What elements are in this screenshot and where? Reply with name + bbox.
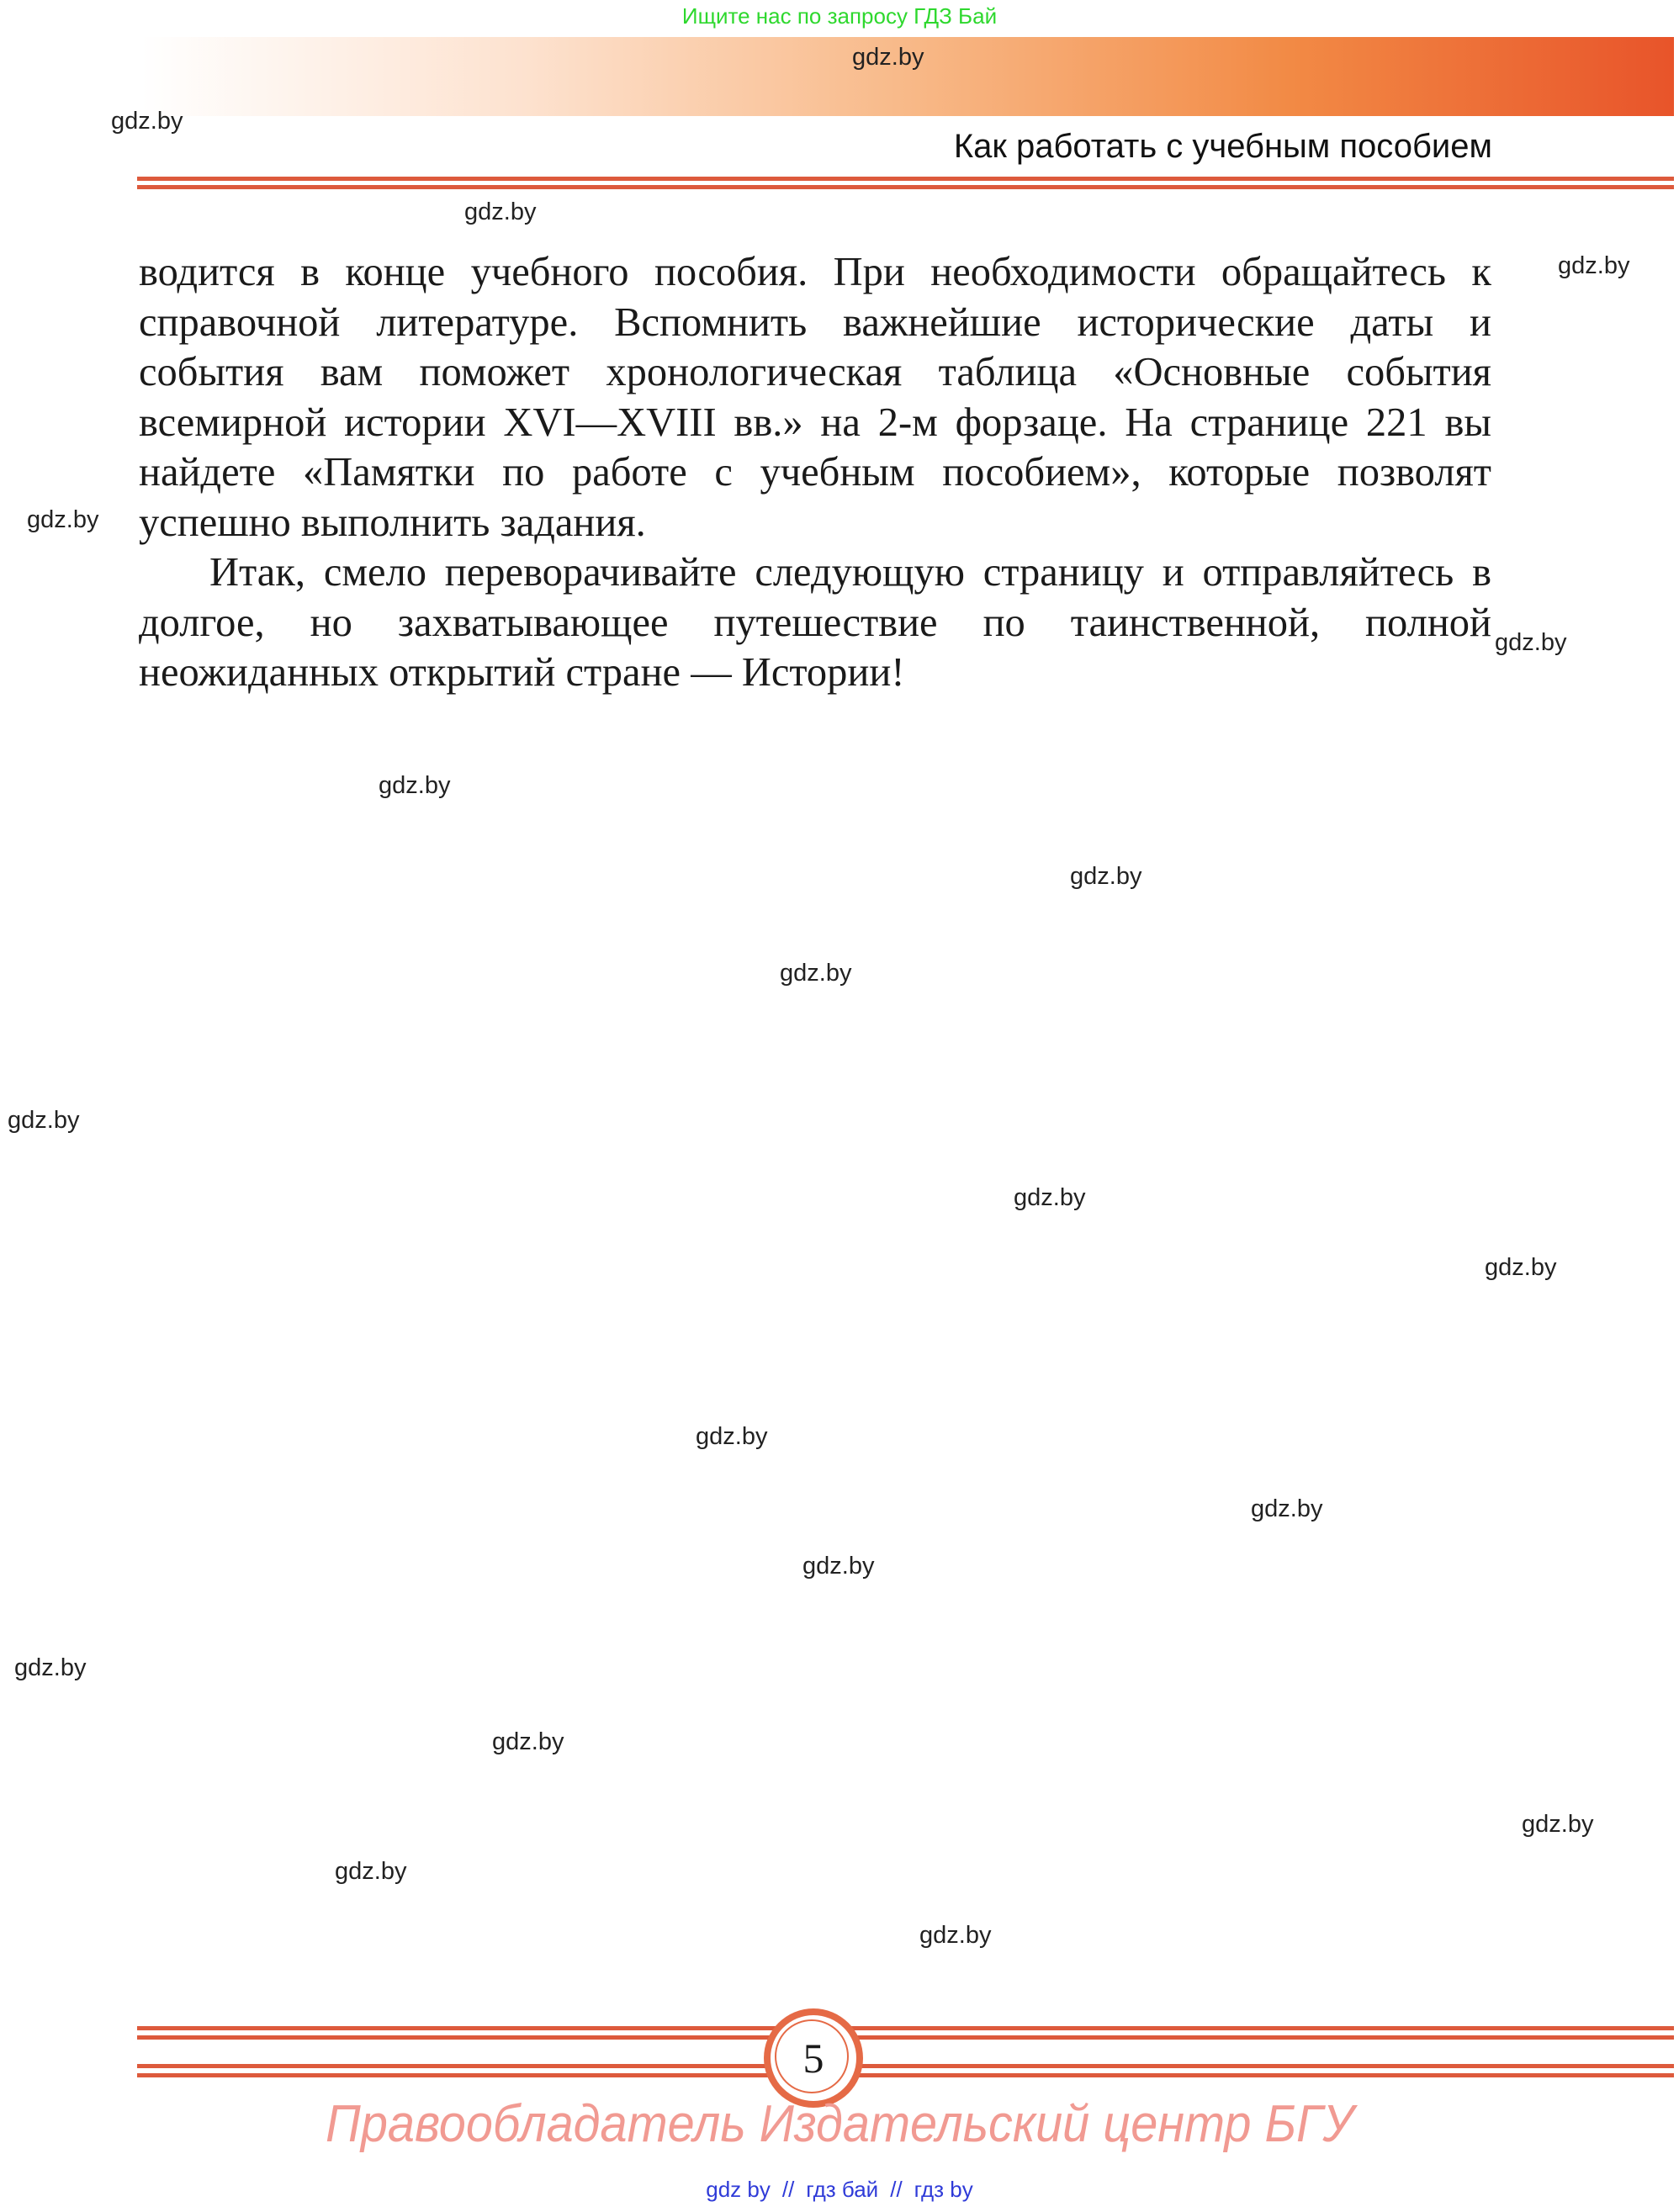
watermark: gdz.by [1485, 1254, 1557, 1281]
link-separator: // [781, 2177, 795, 2202]
link-separator: // [890, 2177, 903, 2202]
watermark: gdz.by [335, 1858, 407, 1885]
bottom-link-gdz-by-2[interactable]: гдз by [914, 2177, 973, 2202]
header-site-label: gdz.by [852, 44, 924, 71]
watermark: gdz.by [111, 108, 183, 135]
page-number: 5 [802, 2035, 824, 2082]
header-rule-bottom [137, 185, 1674, 189]
watermark: gdz.by [14, 1654, 87, 1681]
watermark: gdz.by [492, 1728, 564, 1755]
watermark: gdz.by [464, 198, 537, 225]
running-header-title: Как работать с учебным пособием [953, 128, 1492, 165]
bottom-link-gdz-bay[interactable]: гдз бай [806, 2177, 879, 2202]
bottom-link-gdz-by[interactable]: gdz by [706, 2177, 771, 2202]
watermark: gdz.by [1522, 1811, 1594, 1838]
watermark: gdz.by [1070, 863, 1142, 890]
watermark: gdz.by [1495, 629, 1567, 656]
paragraph-2: Итак, смело переворачивайте следующую страницу и отправляйтесь в долгое, но захватывающее путешествие по таинственной, полной неожиданных открытий стране — Истории! [139, 550, 1491, 695]
watermark: gdz.by [8, 1107, 80, 1134]
copyright-notice: Правообладатель Издательский центр БГУ [326, 2095, 1354, 2153]
footer-rule-4 [137, 2073, 1674, 2077]
watermark: gdz.by [1014, 1184, 1086, 1211]
watermark: gdz.by [1558, 252, 1630, 279]
watermark: gdz.by [780, 960, 852, 987]
watermark: gdz.by [1251, 1495, 1323, 1522]
header-rule-top [137, 177, 1674, 181]
paragraph-1: водится в конце учебного пособия. При необходимости обращайтесь к справочной литературе. Вспомнить важнейшие исторические даты и события вам поможет хронологическая таблица «Основные события всемирной истории XVI—XVIII вв.» на 2-м форзаце. На странице 221 вы найдете «Памятки по работе с учебным пособием», которые позволят успешно выполнить задания. [139, 250, 1491, 545]
watermark: gdz.by [802, 1553, 875, 1580]
top-search-banner[interactable]: Ищите нас по запросу ГДЗ Бай [681, 3, 998, 29]
bottom-links [0, 2177, 1679, 2203]
watermark: gdz.by [379, 772, 451, 799]
body-text [139, 247, 1491, 698]
footer-rule-2 [137, 2035, 1674, 2040]
page-number-badge [764, 2008, 863, 2108]
watermark: gdz.by [919, 1922, 992, 1949]
footer-rule-3 [137, 2064, 1674, 2068]
watermark: gdz.by [27, 506, 99, 533]
watermark: gdz.by [696, 1423, 768, 1450]
footer-rule-1 [137, 2026, 1674, 2030]
